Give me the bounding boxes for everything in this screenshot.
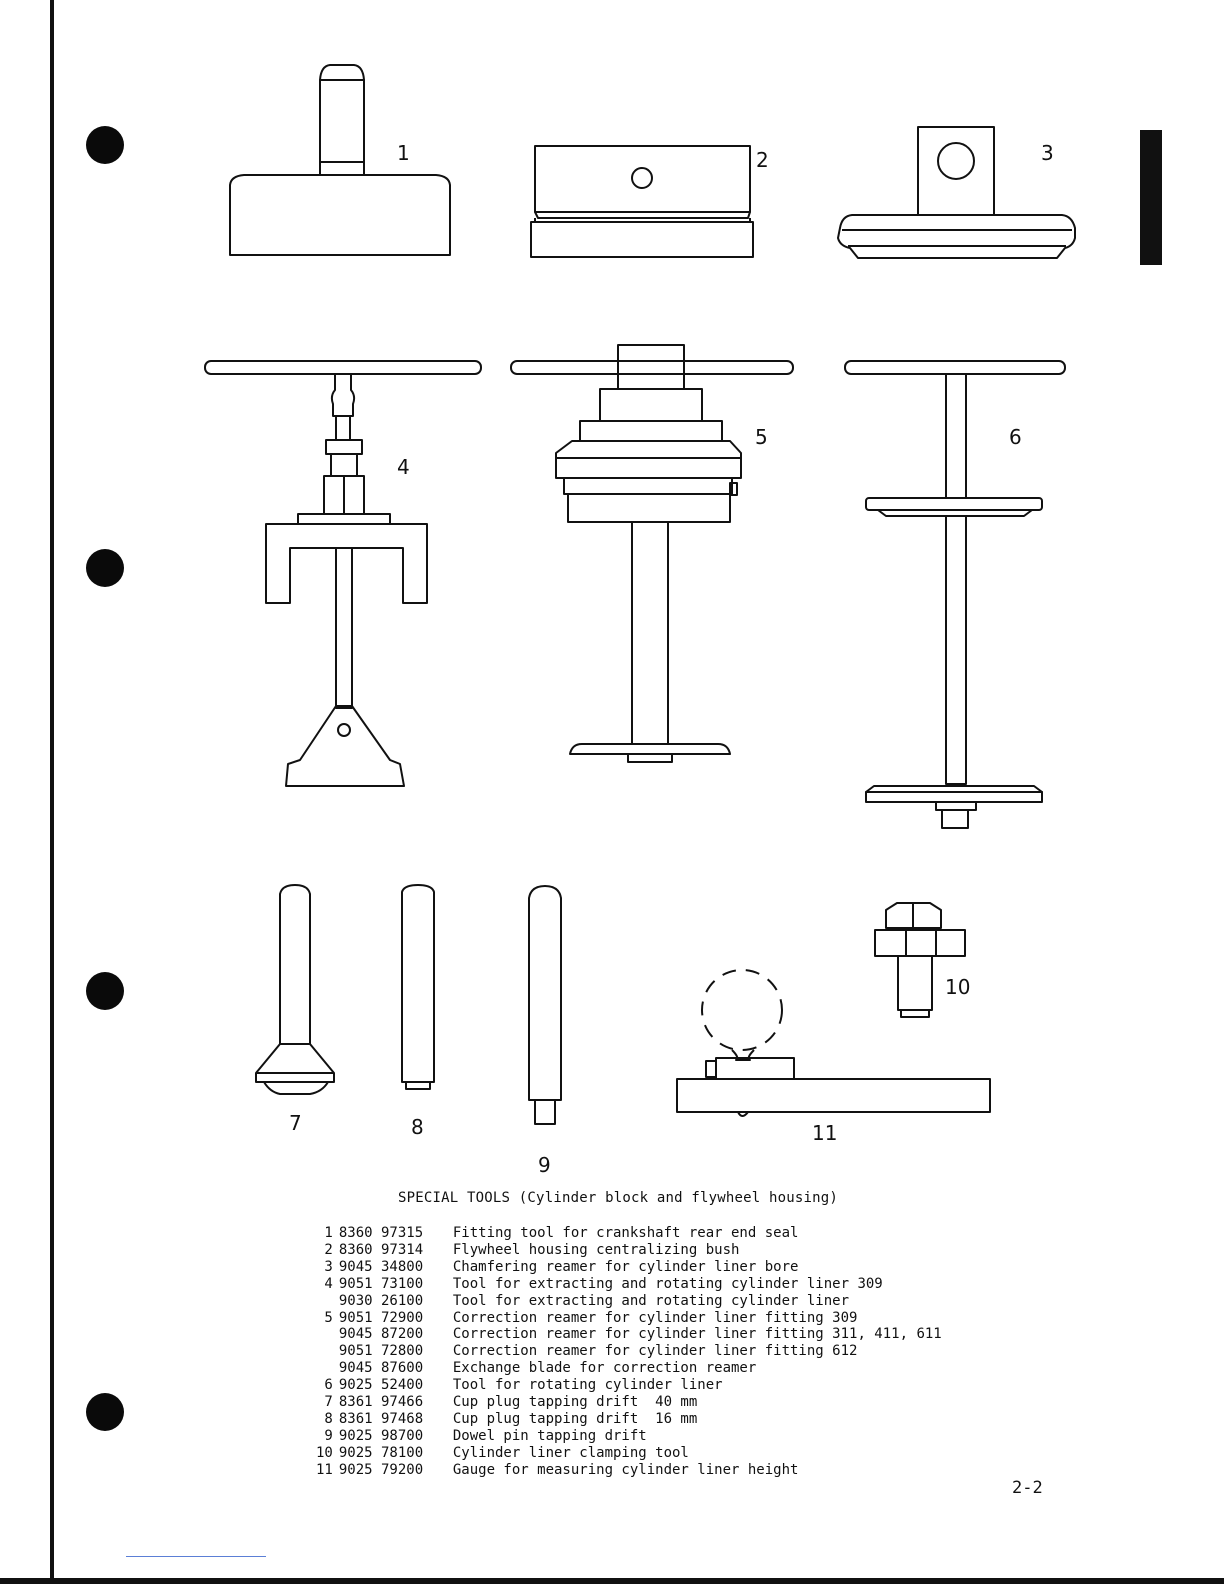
tool-11-drawing bbox=[677, 970, 990, 1116]
tool-7-drawing bbox=[256, 885, 334, 1094]
figure-caption: SPECIAL TOOLS (Cylinder block and flywheel housing) bbox=[398, 1190, 839, 1206]
part-description: Cup plug tapping drift 16 mm bbox=[452, 1410, 698, 1427]
part-item-number: 2 bbox=[324, 1241, 333, 1258]
figure-label-11: 11 bbox=[812, 1121, 838, 1145]
part-item-number: 9 bbox=[324, 1427, 333, 1444]
parts-list-row bbox=[316, 1343, 942, 1360]
footer-link-line bbox=[126, 1556, 266, 1557]
part-code: 9051 72800 bbox=[338, 1343, 424, 1360]
page-bottom-edge bbox=[0, 1578, 1224, 1584]
part-item-number bbox=[316, 1326, 339, 1343]
part-code: 9045 87600 bbox=[338, 1360, 424, 1377]
tool-2-drawing bbox=[531, 146, 753, 257]
tool-4-drawing bbox=[205, 361, 481, 786]
parts-list-row bbox=[316, 1394, 942, 1411]
part-code: 9025 79200 bbox=[338, 1461, 424, 1478]
part-item-number: 3 bbox=[324, 1258, 333, 1275]
part-description: Correction reamer for cylinder liner fitting 309 bbox=[452, 1309, 858, 1326]
part-code: 8360 97314 bbox=[338, 1241, 424, 1258]
tool-10-drawing bbox=[875, 903, 965, 1017]
part-description: Exchange blade for correction reamer bbox=[452, 1360, 757, 1377]
part-code: 9045 87200 bbox=[338, 1326, 424, 1343]
part-description: Gauge for measuring cylinder liner height bbox=[452, 1461, 799, 1478]
tool-1-drawing bbox=[230, 65, 450, 255]
part-description: Correction reamer for cylinder liner fitting 311, 411, 611 bbox=[452, 1326, 942, 1343]
figure-label-6: 6 bbox=[1009, 425, 1022, 449]
part-description: Cup plug tapping drift 40 mm bbox=[452, 1394, 698, 1411]
part-code: 9025 78100 bbox=[338, 1444, 424, 1461]
part-description: Fitting tool for crankshaft rear end seal bbox=[452, 1225, 799, 1241]
part-item-number: 7 bbox=[324, 1394, 333, 1411]
part-code: 8361 97466 bbox=[338, 1394, 424, 1411]
part-code: 9025 52400 bbox=[338, 1377, 424, 1394]
part-item-number bbox=[316, 1293, 339, 1310]
part-description: Tool for extracting and rotating cylinder liner bbox=[452, 1292, 850, 1309]
part-code: 9051 72900 bbox=[338, 1309, 424, 1326]
figure-label-8: 8 bbox=[411, 1115, 424, 1139]
parts-list-row bbox=[316, 1225, 942, 1242]
part-item-number: 5 bbox=[324, 1309, 333, 1326]
tool-3-drawing bbox=[838, 127, 1075, 258]
parts-list-row bbox=[316, 1259, 942, 1276]
figure-label-1: 1 bbox=[397, 141, 410, 165]
parts-list bbox=[316, 1225, 942, 1479]
parts-list-row bbox=[316, 1377, 942, 1394]
part-item-number: 11 bbox=[316, 1461, 333, 1478]
figure-label-3: 3 bbox=[1041, 141, 1054, 165]
parts-list-row bbox=[316, 1310, 942, 1327]
tool-5-drawing bbox=[511, 345, 793, 762]
part-item-number: 10 bbox=[316, 1444, 333, 1461]
figure-label-2: 2 bbox=[756, 148, 769, 172]
part-description: Tool for rotating cylinder liner bbox=[452, 1377, 723, 1394]
part-item-number: 4 bbox=[324, 1275, 333, 1292]
part-description: Chamfering reamer for cylinder liner bore bbox=[452, 1258, 799, 1275]
parts-list-row bbox=[316, 1293, 942, 1310]
part-code: 9030 26100 bbox=[338, 1292, 424, 1309]
part-description: Dowel pin tapping drift bbox=[452, 1427, 647, 1444]
figure-label-5: 5 bbox=[755, 425, 768, 449]
tool-8-drawing bbox=[402, 885, 434, 1089]
part-item-number bbox=[316, 1343, 339, 1360]
part-code: 8360 97315 bbox=[338, 1225, 424, 1241]
parts-list-row bbox=[316, 1360, 942, 1377]
figure-label-9: 9 bbox=[538, 1153, 551, 1177]
parts-list-row bbox=[316, 1276, 942, 1293]
part-item-number: 1 bbox=[324, 1225, 333, 1241]
part-code: 9051 73100 bbox=[338, 1275, 424, 1292]
parts-list-row bbox=[316, 1445, 942, 1462]
parts-list-row bbox=[316, 1462, 942, 1479]
part-code: 9025 98700 bbox=[338, 1427, 424, 1444]
page-number: 2-2 bbox=[1012, 1478, 1043, 1498]
tool-6-drawing bbox=[845, 361, 1065, 828]
part-description: Cylinder liner clamping tool bbox=[452, 1444, 689, 1461]
part-item-number: 6 bbox=[324, 1377, 333, 1394]
part-item-number: 8 bbox=[324, 1410, 333, 1427]
part-code: 9045 34800 bbox=[338, 1258, 424, 1275]
parts-list-row bbox=[316, 1428, 942, 1445]
punch-hole bbox=[86, 1393, 124, 1431]
tool-9-drawing bbox=[529, 886, 561, 1124]
part-description: Flywheel housing centralizing bush bbox=[452, 1241, 740, 1258]
part-description: Tool for extracting and rotating cylinder liner 309 bbox=[452, 1275, 883, 1292]
figure-label-7: 7 bbox=[289, 1111, 302, 1135]
parts-list-row bbox=[316, 1326, 942, 1343]
part-item-number bbox=[316, 1360, 339, 1377]
parts-list-row bbox=[316, 1411, 942, 1428]
part-code: 8361 97468 bbox=[338, 1410, 424, 1427]
parts-list-row bbox=[316, 1242, 942, 1259]
figure-label-10: 10 bbox=[945, 975, 971, 999]
figure-label-4: 4 bbox=[397, 455, 410, 479]
part-description: Correction reamer for cylinder liner fitting 612 bbox=[452, 1343, 858, 1360]
